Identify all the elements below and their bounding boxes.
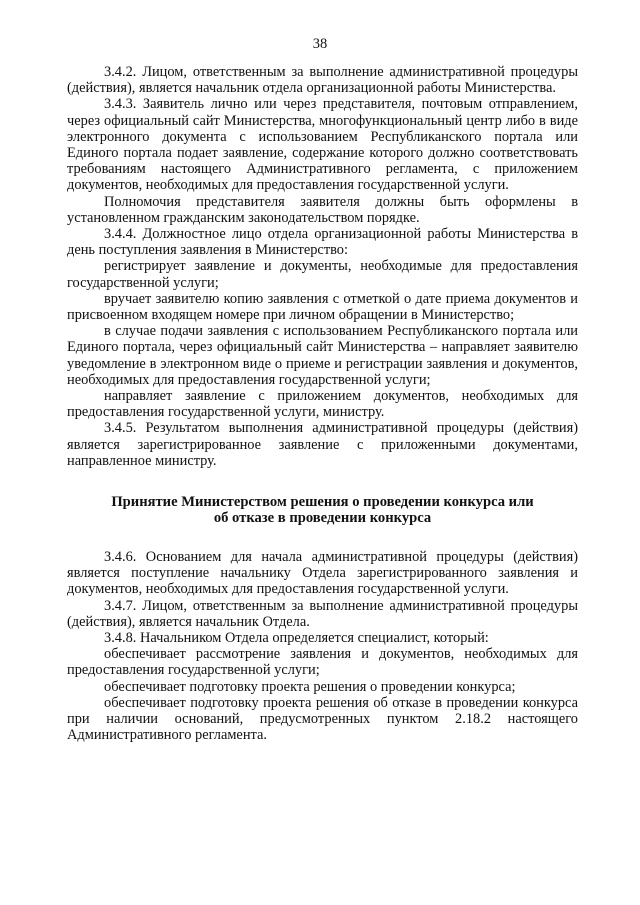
section-heading-line-2: об отказе в проведении конкурса [213, 510, 432, 527]
paragraph-representative-authority: Полномочия представителя заявителя должны быть оформлены в установленном гражданским законодательством порядке. [67, 193, 578, 226]
paragraph-3-4-5: 3.4.5. Результатом выполнения административной процедуры (действия) является зарегистрированное заявление с приложенными документами, направленное министру. [67, 420, 578, 469]
paragraph-3-4-7: 3.4.7. Лицом, ответственным за выполнение административной процедуры (действия), является начальник Отдела. [67, 597, 578, 630]
paragraph-forwards-to-minister: направляет заявление с приложением документов, необходимых для предоставления государственной услуги, министру. [67, 388, 578, 421]
section-heading-line-1: Принятие Министерством решения о проведении конкурса или [111, 494, 534, 511]
paragraph-3-4-2: 3.4.2. Лицом, ответственным за выполнение административной процедуры (действия), является начальник отдела организационной работы Министерства. [67, 64, 578, 97]
paragraph-3-4-8: 3.4.8. Начальником Отдела определяется специалист, который: [104, 629, 489, 646]
document-body [67, 64, 578, 743]
paragraph-ensures-draft-refusal: обеспечивает подготовку проекта решения об отказе в проведении конкурса при наличии оснований, предусмотренных пунктом 2.18.2 настоящего Административного регламента. [67, 694, 578, 744]
paragraph-electronic-notice: в случае подачи заявления с использованием Республиканского портала или Единого портала, через официальный сайт Министерства – направляет заявителю уведомление в электронном виде о приеме и регистрации заявления и документов, необходимых для предоставления государственной услуги; [67, 323, 578, 388]
page-number: 38 [312, 36, 328, 52]
paragraph-ensures-review: обеспечивает рассмотрение заявления и документов, необходимых для предоставления государственной услуги; [67, 646, 578, 679]
section-heading [67, 494, 578, 527]
paragraph-3-4-3: 3.4.3. Заявитель лично или через представителя, почтовым отправлением, через официальный сайт Министерства, многофункциональный центр либо в виде электронного документа с использованием Республиканского портала или Единого портала подает заявление, содержание которого должно соответствовать требованиям настоящего Административного регламента, с приложением документов, необходимых для предоставления государственной услуги. [67, 96, 578, 194]
paragraph-3-4-6: 3.4.6. Основанием для начала административной процедуры (действия) является поступление начальнику Отдела зарегистрированного заявления и документов, необходимых для предоставления государственной услуги. [67, 548, 578, 598]
paragraph-3-4-4: 3.4.4. Должностное лицо отдела организационной работы Министерства в день поступления заявления в Министерство: [67, 226, 578, 259]
paragraph-registers-application: регистрирует заявление и документы, необходимые для предоставления государственной услуги; [67, 258, 578, 291]
paragraph-hands-copy: вручает заявителю копию заявления с отметкой о дате приема документов и присвоенном входящем номере при личном обращении в Министерство; [67, 290, 578, 324]
paragraph-ensures-draft-contest: обеспечивает подготовку проекта решения о проведении конкурса; [104, 678, 516, 695]
